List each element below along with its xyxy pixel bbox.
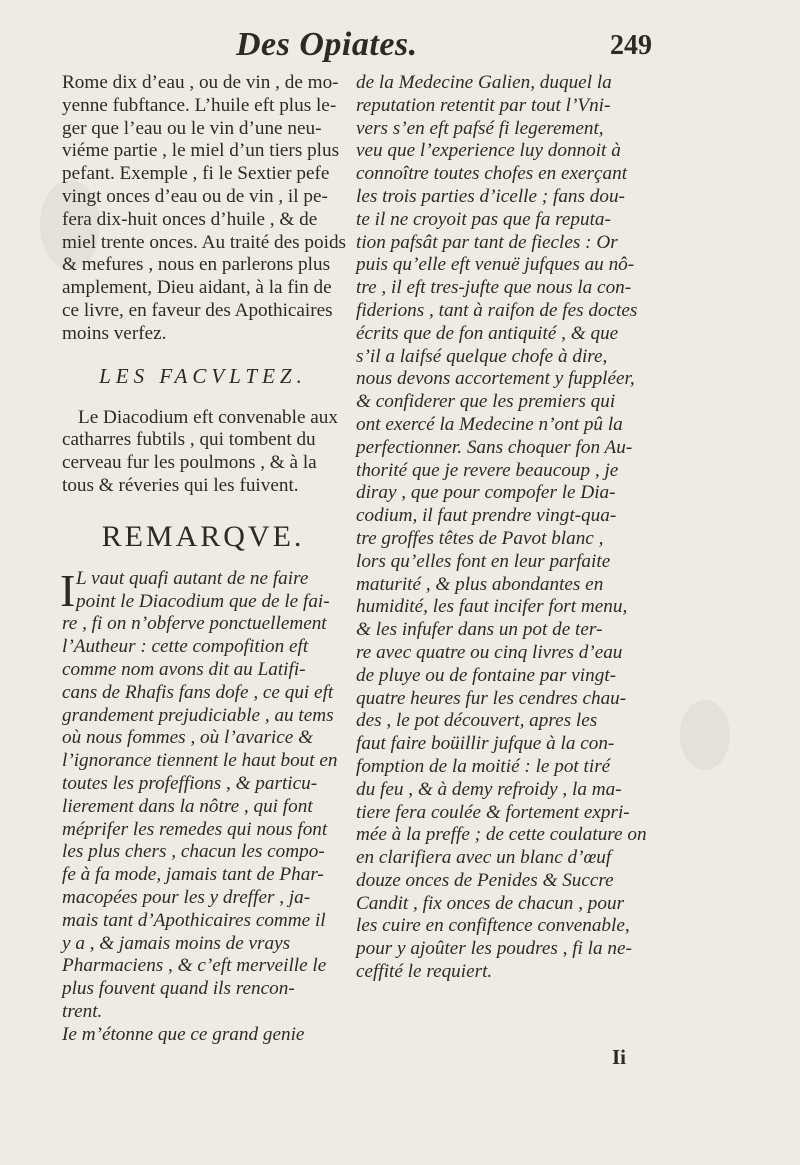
remarque-heading: REMARQVE.: [101, 519, 305, 553]
text-line: fomption de la moitié : le pot tiré: [356, 755, 611, 777]
right-column: [356, 72, 647, 984]
text-line: y a , & jamais moins de vrays: [62, 932, 291, 954]
text-line: miel trente onces. Au traité des poids: [62, 231, 347, 253]
text-line: cans de Rhafis fans dofe , ce qui eft: [62, 681, 334, 703]
text-line: faut faire boüillir jufque à la con-: [356, 733, 615, 755]
text-line: les trois parties d’icelle ; fans dou-: [356, 185, 625, 207]
text-line: Rome dix d’eau , ou de vin , de mo-: [62, 72, 339, 93]
text-line: perfectionner. Sans choquer fon Au-: [356, 436, 633, 458]
paragraph-facultez: [62, 407, 344, 498]
text-line: viéme partie , le miel d’un tiers plus: [62, 140, 340, 162]
paragraph-remarque: [60, 564, 344, 1047]
text-line: ger que l’eau ou le vin d’une neu-: [62, 117, 322, 139]
running-head: [0, 14, 800, 70]
text-line: grandement prejudiciable , au tems: [62, 704, 334, 726]
text-line: thorité que je revere beaucoup , je: [356, 459, 619, 481]
text-line: reputation retentit par tout l’Vni-: [356, 94, 611, 116]
text-line: trent.: [62, 1000, 103, 1022]
text-line: mée à la preffe ; de cette coulature on: [356, 824, 647, 846]
text-line: écrits que de fon antiquité , & que: [356, 322, 619, 344]
text-line: fera dix-huit onces d’huile , & de: [62, 208, 318, 230]
text-line: plus fouvent quand ils rencon-: [62, 978, 295, 1000]
text-line: catharres fubtils , qui tombent du: [62, 429, 316, 451]
text-line: tre groffes têtes de Pavot blanc ,: [356, 527, 604, 549]
text-line: nous devons accortement y fuppléer,: [356, 368, 635, 390]
text-line: comme nom avons dit au Latifi-: [62, 658, 306, 680]
text-line: douze onces de Penides & Succre: [356, 869, 614, 891]
text-line: veu que l’experience luy donnoit à: [356, 140, 621, 162]
text-line: humidité, les faut incifer fort menu,: [356, 596, 628, 618]
text-line: fiderions , tant à raifon de fes doctes: [356, 299, 638, 321]
text-line: te il ne croyoit pas que fa reputa-: [356, 208, 611, 230]
section-title-facultez: LES FACVLTEZ.: [99, 363, 307, 388]
text-line: les cuire en confiftence convenable,: [356, 915, 630, 937]
text-line: tre , il eft tres-jufte que nous la con-: [356, 277, 632, 299]
text-line: lierement dans la nôtre , qui font: [62, 795, 313, 817]
text-line: l’ignorance tiennent le haut bout en: [62, 750, 338, 772]
text-line: tion pafsât par tant de fiecles : Or: [356, 231, 618, 253]
text-line: l’Autheur : cette compofition eft: [62, 636, 309, 658]
text-line: de la Medecine Galien, duquel la: [356, 72, 612, 93]
text-line: & les infufer dans un pot de ter-: [356, 619, 603, 641]
text-line: fe à fa mode, jamais tant de Phar-: [62, 864, 324, 886]
text-line: toutes les profeffions , & particu-: [62, 772, 318, 794]
page-number: 249: [610, 30, 652, 61]
running-title: Des Opiates.: [236, 26, 418, 63]
paragraph-intro: [62, 72, 347, 346]
text-line: Pharmaciens , & c’eft merveille le: [62, 955, 327, 977]
text-line: mais tant d’Apothicaires comme il: [62, 909, 326, 931]
text-line: tiere fera coulée & fortement expri-: [356, 801, 630, 823]
text-line: vers s’en eft pafsé fi legerement,: [356, 117, 604, 139]
text-line: tous & réveries qui les fuivent.: [62, 474, 299, 496]
text-line: puis qu’elle eft venuë jufques au nô-: [356, 254, 635, 276]
text-line: yenne fubftance. L’huile eft plus le-: [62, 94, 337, 116]
drop-cap: I: [60, 564, 76, 616]
text-line: en clarifiera avec un blanc d’œuf: [356, 847, 612, 869]
dropcap-block: [60, 564, 344, 616]
text-line: ont exercé la Medecine n’ont pû la: [356, 413, 623, 435]
text-line: ceffité le requiert.: [356, 961, 493, 983]
text-line: Ie m’étonne que ce grand genie: [62, 1023, 305, 1045]
paper-stain: [680, 700, 730, 770]
text-line: & mefures , nous en parlerons plus: [62, 254, 331, 276]
text-line: méprifer les remedes qui nous font: [62, 818, 328, 840]
text-line: pefant. Exemple , fi le Sextier pefe: [62, 163, 330, 185]
text-line: cerveau fur les poulmons , & à la: [62, 452, 317, 474]
text-line: point le Diacodium que de le fai-: [76, 590, 330, 612]
text-line: vingt onces d’eau ou de vin , il pe-: [62, 185, 328, 207]
text-line: re , fi on n’obferve ponctuellement: [62, 613, 327, 635]
text-line: des , le pot découvert, apres les: [356, 710, 598, 732]
text-line: de pluye ou de fontaine par vingt-: [356, 664, 617, 686]
text-line: re avec quatre ou cinq livres d’eau: [356, 641, 623, 663]
text-line: où nous fommes , où l’avarice &: [62, 727, 314, 749]
text-line: amplement, Dieu aidant, à la fin de: [62, 277, 332, 299]
text-line: s’il a laifsé quelque chofe à dire,: [356, 345, 608, 367]
text-line: moins verfez.: [62, 322, 167, 344]
text-line: connoître toutes chofes en exerçant: [356, 163, 628, 185]
text-line: & confiderer que les premiers qui: [356, 391, 616, 413]
text-line: maturité , & plus abondantes en: [356, 573, 604, 595]
text-line: quatre heures fur les cendres chau-: [356, 687, 627, 709]
text-line: ce livre, en faveur des Apothicaires: [62, 299, 333, 321]
left-column: [60, 72, 347, 1046]
text-line: du feu , & à demy refroidy , la ma-: [356, 778, 622, 800]
text-line: Le Diacodium eft convenable aux: [78, 406, 338, 428]
text-line: pour y ajoûter les poudres , fi la ne-: [356, 938, 632, 960]
text-line: diray , que pour compofer le Dia-: [356, 482, 616, 504]
text-line: les plus chers , chacun les compo-: [62, 841, 325, 863]
signature-mark: Ii: [612, 1045, 627, 1069]
text-line: L vaut quafi autant de ne faire: [76, 567, 309, 589]
text-line: Candit , fix onces de chacun , pour: [356, 892, 625, 914]
text-line: lors qu’elles font en leur parfaite: [356, 550, 611, 572]
text-line: macopées pour les y dreffer , ja-: [62, 886, 311, 908]
text-line: codium, il faut prendre vingt-qua-: [356, 505, 617, 527]
